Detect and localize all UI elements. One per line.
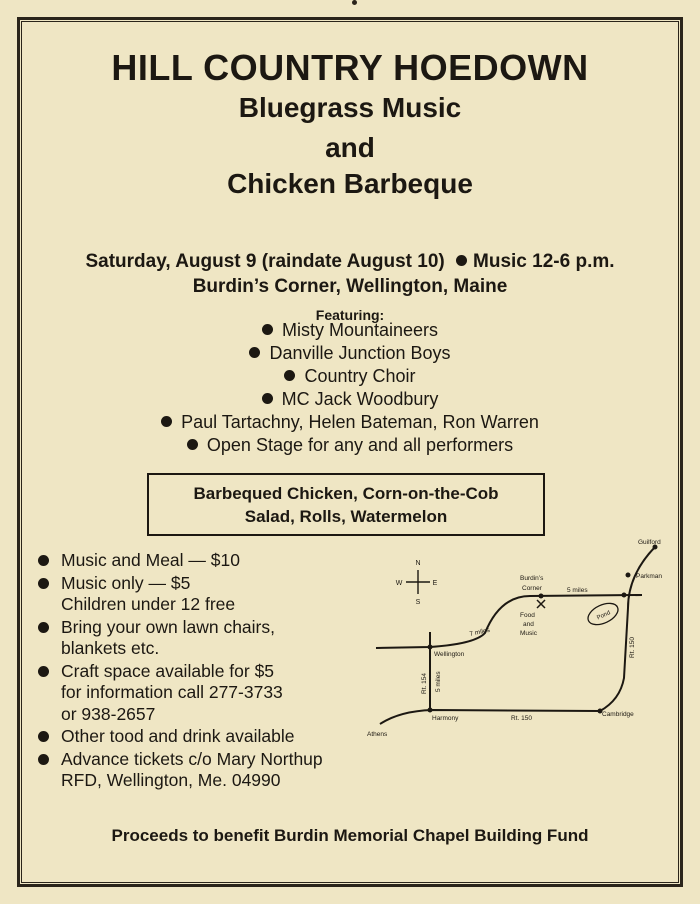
bullet-icon — [262, 324, 273, 335]
label-cambridge: Cambridge — [602, 711, 634, 718]
town-dot — [428, 645, 433, 650]
town-dot — [626, 573, 631, 578]
bullet-icon — [38, 578, 49, 589]
performer-item: Paul Tartachny, Helen Bateman, Ron Warren — [0, 412, 700, 433]
list-item-continued: RFD, Wellington, Me. 04990 — [61, 770, 281, 790]
performer-item: Open Stage for any and all performers — [0, 435, 700, 456]
label-burdins: Burdin’s — [520, 575, 544, 582]
subtitle-bluegrass: Bluegrass Music — [238, 92, 462, 123]
list-item: Other tood and drink available — [38, 726, 398, 748]
list-item: Music and Meal — $10 — [38, 550, 398, 572]
performer-item: Misty Mountaineers — [0, 320, 700, 341]
performer-item: MC Jack Woodbury — [0, 389, 700, 410]
poster-title: HILL COUNTRY HOEDOWN — [111, 47, 589, 88]
event-location: Burdin’s Corner, Wellington, Maine — [192, 276, 508, 297]
label-5-miles-road: 5 miles — [567, 587, 588, 594]
town-dot — [428, 708, 433, 713]
label-and: and — [523, 621, 534, 628]
menu-box — [147, 473, 545, 536]
label-rt154: Rt. 154 — [421, 673, 428, 694]
list-item: Bring your own lawn chairs, — [38, 617, 398, 639]
featuring-label: Featuring: — [315, 307, 385, 323]
list-item-continued: for information call 277-3733 — [61, 682, 283, 702]
bullet-icon — [38, 622, 49, 633]
label-food: Food — [520, 612, 535, 619]
list-item-continued: or 938-2657 — [61, 703, 156, 724]
road-rt150-vertical — [600, 547, 655, 711]
label-rt150-vertical: Rt. 150 — [629, 637, 636, 658]
date-line — [0, 251, 700, 273]
list-item: Craft space available for $5 — [38, 661, 398, 683]
subtitle-barbeque: Chicken Barbeque — [227, 168, 473, 199]
event-date: Saturday, August 9 (raindate August 10) — [85, 251, 445, 272]
bullet-icon — [456, 255, 467, 266]
compass-east: E — [432, 580, 438, 587]
road-rt150-horizontal — [380, 710, 600, 724]
label-athens: Athens — [367, 731, 388, 738]
bullet-icon — [187, 439, 198, 450]
list-item: Advance tickets c/o Mary Northup — [38, 749, 398, 771]
bullet-icon — [38, 666, 49, 677]
list-item-continued: blankets etc. — [61, 638, 160, 658]
list-item-continued: Children under 12 free — [61, 594, 236, 614]
label-corner: Corner — [522, 585, 542, 592]
label-rt150-horizontal: Rt. 150 — [511, 715, 532, 722]
label-pond: Pond — [596, 610, 612, 622]
list-item: Music only — $5 — [38, 573, 398, 595]
pin-hole — [352, 0, 357, 5]
proceeds-line: Proceeds to benefit Burdin Memorial Chapel Building Fund — [111, 826, 589, 845]
performer-item: Country Choir — [0, 366, 700, 387]
bullet-icon — [249, 347, 260, 358]
compass-south: S — [415, 599, 421, 606]
compass-north: N — [415, 560, 421, 567]
bullet-icon — [284, 370, 295, 381]
directions-map — [360, 530, 680, 745]
bullet-icon — [38, 754, 49, 765]
town-dot — [539, 594, 544, 599]
menu-line-1: Barbequed Chicken, Corn-on-the-Cob — [193, 484, 499, 503]
subtitle-and: and — [325, 132, 375, 163]
compass-west: W — [395, 580, 403, 587]
venue-marker-icon — [537, 600, 545, 608]
label-5-miles-vertical: 5 miles — [435, 671, 442, 692]
label-music: Music — [520, 630, 537, 637]
info-list — [38, 550, 398, 792]
label-7-miles: 7 miles — [468, 626, 491, 638]
bullet-icon — [38, 731, 49, 742]
label-guilford: Guilford — [638, 539, 661, 546]
town-dot — [622, 593, 627, 598]
label-harmony: Harmony — [432, 715, 459, 722]
bullet-icon — [262, 393, 273, 404]
music-time: Music 12-6 p.m. — [473, 251, 615, 272]
compass-icon — [396, 560, 438, 606]
label-wellington: Wellington — [434, 651, 465, 658]
label-parkman: Parkman — [636, 573, 663, 580]
menu-line-2: Salad, Rolls, Watermelon — [244, 507, 448, 526]
performer-item: Danville Junction Boys — [0, 343, 700, 364]
bullet-icon — [38, 555, 49, 566]
bullet-icon — [161, 416, 172, 427]
